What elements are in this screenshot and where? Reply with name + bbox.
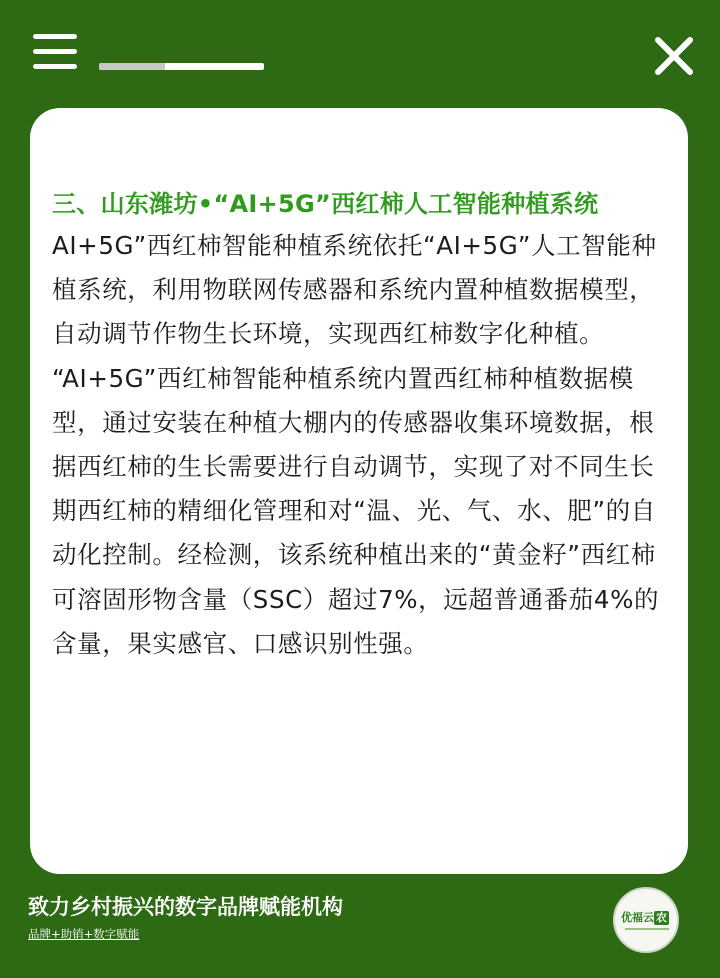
article-card (30, 108, 688, 874)
hamburger-menu-icon[interactable] (33, 34, 77, 70)
footer-subtitle-link[interactable]: 品牌+助销+数字赋能 (28, 927, 140, 941)
article-paragraph-1: AI+5G”西红柿智能种植系统依托“AI+5G”人工智能种植系统，利用物联网传感器和系统内置种植数据模型，自动调节作物生长环境，实现西红柿数字化种植。 (52, 231, 657, 349)
logo-text-main: 优福云 (621, 911, 654, 924)
article-heading: 三、山东潍坊•“AI+5G”西红柿人工智能种植系统 (52, 190, 599, 218)
logo-text-badge: 农 (656, 911, 667, 924)
progress-bar (99, 63, 264, 70)
footer-title: 致力乡村振兴的数字品牌赋能机构 (28, 895, 343, 919)
close-icon[interactable] (652, 34, 696, 78)
article-paragraph-2: “AI+5G”西红柿智能种植系统内置西红柿种植数据模型，通过安装在种植大棚内的传感器收集环境数据，根据西红柿的生长需要进行自动调节，实现了对不同生长期西红柿的精细化管理和对“温、光、气、水、肥”的自动化控制。经检测，该系统种植出来的“黄金籽”西红柿可溶固形物含量（SSC）超过7%，远超普通番茄4%的含量，果实感官、口感识别性强。 (52, 363, 660, 658)
logo-text (621, 911, 669, 925)
brand-logo (613, 887, 679, 953)
logo-underline (625, 928, 669, 930)
progress-bar-fill (99, 63, 165, 70)
